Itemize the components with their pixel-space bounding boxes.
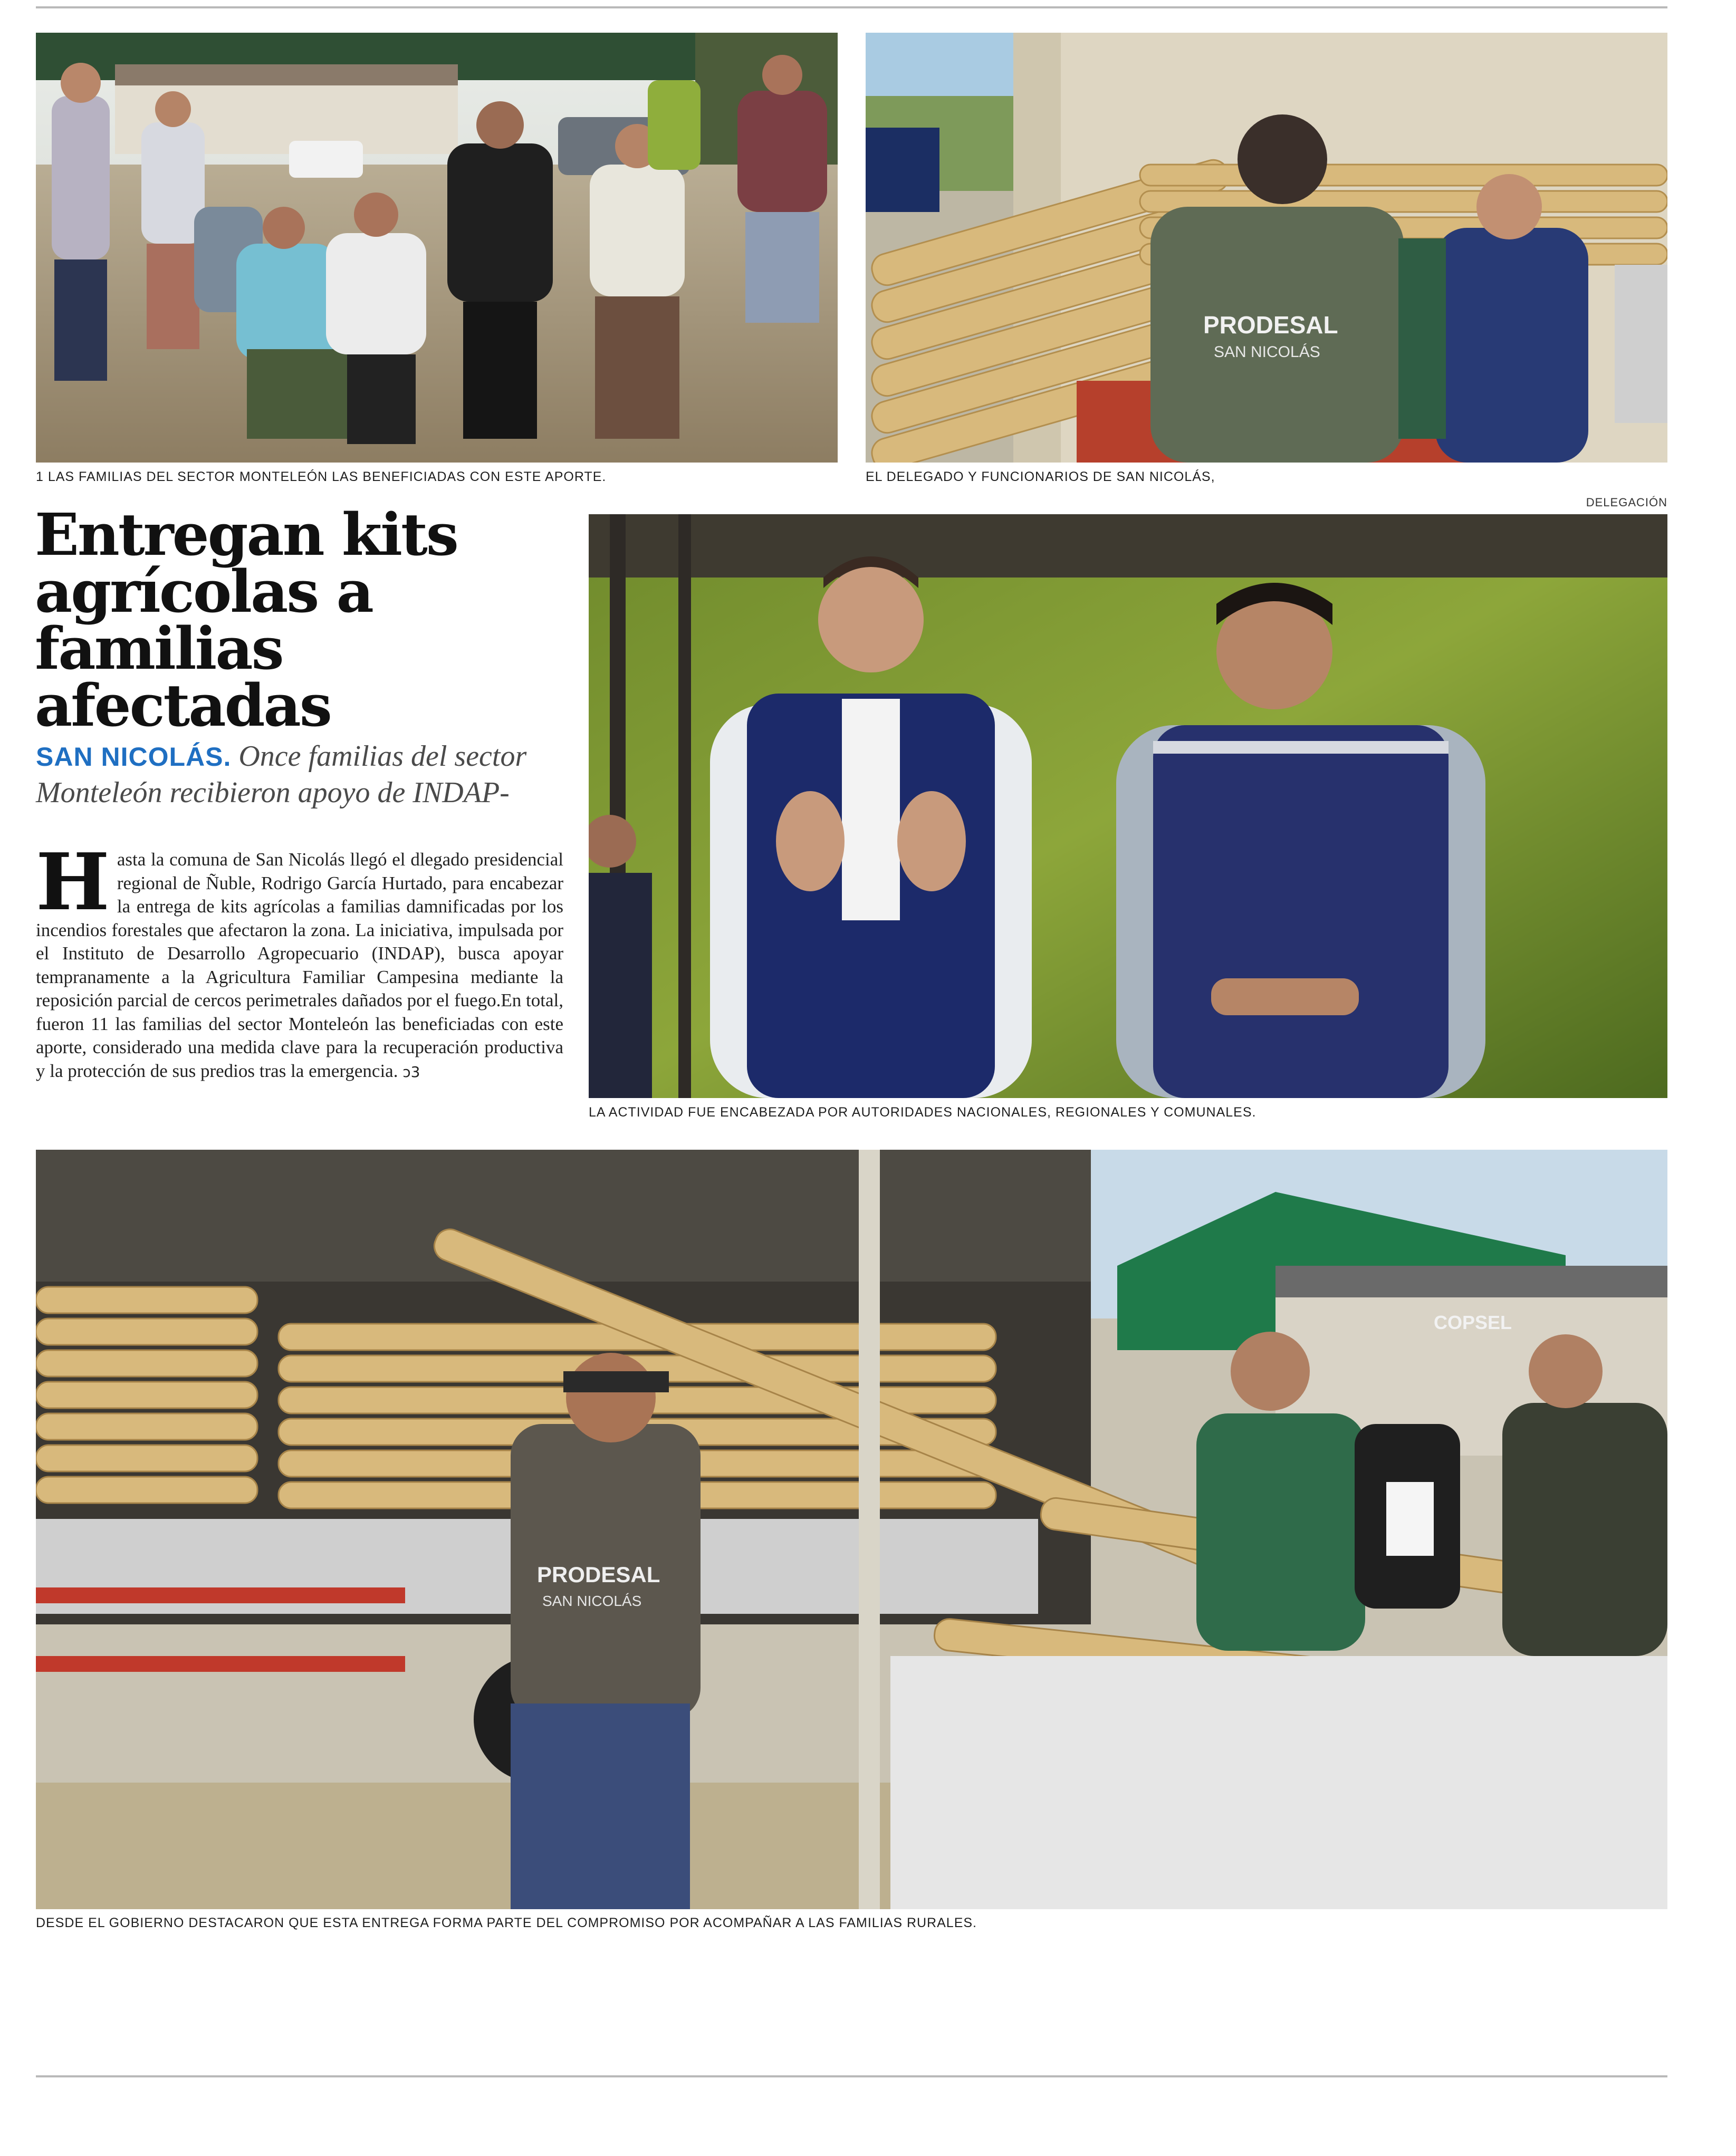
deck-place: SAN NICOLÁS.: [36, 742, 232, 772]
photo-delegate-truck: [866, 33, 1667, 463]
photo-families: [36, 33, 838, 463]
vest-text-prodesal: PRODESAL: [1203, 311, 1338, 339]
top-rule: [36, 6, 1667, 8]
photo-unloading: [36, 1150, 1667, 1909]
deck-text: Once familias del sector Monteleón recibieron apoyo de INDAP-: [36, 740, 527, 809]
photo-authorities-caption: LA ACTIVIDAD FUE ENCABEZADA POR AUTORIDADES NACIONALES, REGIONALES Y COMUNALES.: [589, 1105, 1257, 1120]
photo-unloading-caption: DESDE EL GOBIERNO DESTACARON QUE ESTA ENTREGA FORMA PARTE DEL COMPROMISO POR ACOMPAÑAR A LAS FAMILIAS RURALES.: [36, 1916, 977, 1930]
article-body-text: asta la comuna de San Nicolás llegó el dlegado presidencial regional de Ñuble, Rodrigo García Hurtado, para encabezar la entrega de kits agrícolas a familias damnificadas por los incendios forestales que afectaron la zona. La iniciativa, impulsada por el Instituto de Desarrollo Agropecuario (INDAP), busca apoyar tempranamente a la Agricultura Familiar Campesina mediante la reposición parcial de cercos perimetrales dañados por el fuego.En total, fueron 11 las familias del sector Monteleón las beneficiadas con este aporte, considerado una medida clave para la recuperación productiva y la protección de sus predios tras la emergencia.: [36, 849, 564, 1081]
photo-authorities: [589, 514, 1667, 1098]
bottom-rule: [36, 2075, 1667, 2077]
tent-text: COPSEL: [1434, 1312, 1512, 1333]
drop-cap: H: [36, 836, 110, 928]
article-body: [36, 836, 564, 1084]
end-mark-icon: ↄ3: [402, 1063, 420, 1081]
vest-text-prodesal-2: PRODESAL: [537, 1562, 660, 1587]
headline: Entregan kits agrícolas a familias afectadas: [35, 500, 457, 739]
photo-families-caption: 1 LAS FAMILIAS DEL SECTOR MONTELEÓN LAS BENEFICIADAS CON ESTE APORTE.: [36, 469, 607, 484]
photo-credit: DELEGACIÓN: [1586, 496, 1667, 509]
vest-text-san-nicolas-2: SAN NICOLÁS: [542, 1593, 642, 1609]
vest-text-san-nicolas: SAN NICOLÁS: [1214, 343, 1320, 361]
photo-delegate-caption: EL DELEGADO Y FUNCIONARIOS DE SAN NICOLÁS,: [866, 469, 1215, 484]
deck: [36, 738, 574, 811]
